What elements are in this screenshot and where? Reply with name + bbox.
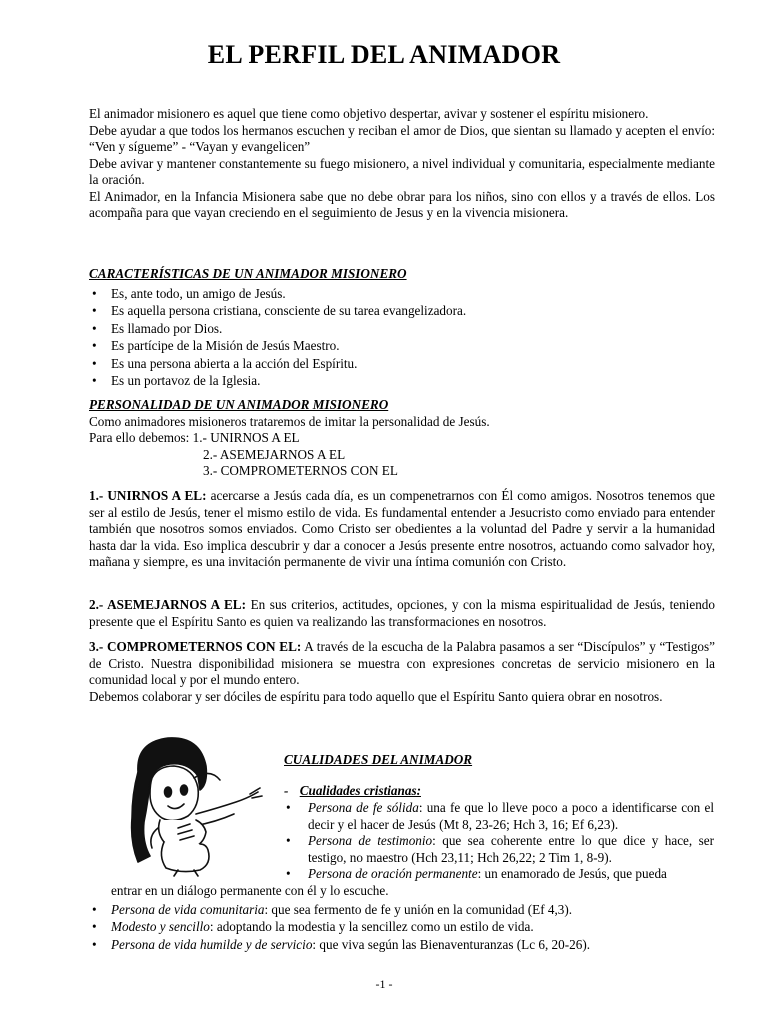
cualidades-section <box>284 752 714 883</box>
unirnos-heading: 1.- UNIRNOS A EL: <box>89 488 207 503</box>
list-item <box>89 918 715 936</box>
bullet-icon: • <box>92 901 97 917</box>
list-item <box>89 285 715 303</box>
list-item <box>284 800 714 833</box>
asemejarnos-text: En sus criterios, actitudes, opciones, y con la misma espiritualidad de Jesús, teniendo presente que el Espíritu Santo es quien va realizando las transformaciones en nosotros. <box>89 597 715 629</box>
bullet-icon: • <box>92 285 97 301</box>
list-item <box>284 866 714 883</box>
comprometernos-section <box>89 639 715 705</box>
bullet-icon: • <box>92 919 97 934</box>
bullet-icon: • <box>92 355 97 371</box>
cualidades-subheading <box>284 783 714 800</box>
caracteristicas-list <box>89 285 715 390</box>
bullet-icon: • <box>92 303 97 318</box>
personalidad-line: 3.- COMPROMETERNOS CON EL <box>203 463 398 478</box>
asemejarnos-section <box>89 597 715 630</box>
list-item-text: Es un portavoz de la Iglesia. <box>111 373 261 388</box>
bullet-icon: • <box>286 866 291 881</box>
quality-name: Persona de oración permanente <box>308 866 478 881</box>
quality-desc: : que viva según las Bienaventuranzas (Lc 6, 20-26). <box>312 936 591 952</box>
bullet-icon: • <box>286 800 291 815</box>
list-item <box>89 901 715 919</box>
intro-paragraph-2: Debe ayudar a que todos los hermanos escuchen y reciban el amor de Dios, que sientan su llamado y acepten el envío: “Ven y sígueme” - “Vayan y evangelicen” <box>89 122 715 154</box>
list-item <box>284 833 714 866</box>
quality-desc: : un enamorado de Jesús, que pueda <box>477 866 667 881</box>
quality-desc: : que sea fermento de fe y unión en la comunidad (Ef 4,3). <box>264 901 573 917</box>
intro-paragraph-3: Debe avivar y mantener constantemente su fuego misionero, a nivel individual y comunitaria, especialmente mediante la oración. <box>89 155 715 187</box>
quality-desc: : adoptando la modestia y la sencillez como un estilo de vida. <box>209 919 534 934</box>
quality-name: Persona de vida humilde y de servicio <box>111 936 313 952</box>
list-item <box>89 372 715 390</box>
list-item <box>89 936 715 954</box>
bullet-icon: • <box>92 936 97 952</box>
unirnos-section <box>89 488 715 571</box>
cualidades-list <box>284 800 714 883</box>
personalidad-section <box>89 397 715 480</box>
comprometernos-heading: 3.- COMPROMETERNOS CON EL: <box>89 639 302 654</box>
personalidad-line: 2.- ASEMEJARNOS A EL <box>203 446 346 462</box>
cualidades-continued <box>89 883 715 953</box>
list-item-text: Es aquella persona cristiana, consciente de su tarea evangelizadora. <box>111 303 467 318</box>
quality-desc: : una fe que lo lleve poco a poco a identificarse con el decir y el hacer de Jesús (Mt 8, 23-26; Hch 3, 16; Ef 6,23). <box>308 800 714 832</box>
intro-paragraph-1: El animador misionero es aquel que tiene como objetivo despertar, avivar y sostener el espíritu misionero. <box>89 106 649 121</box>
bullet-icon: • <box>92 338 97 353</box>
cualidades-heading: CUALIDADES DEL ANIMADOR <box>284 752 473 767</box>
list-item-text: Es una persona abierta a la acción del Espíritu. <box>111 355 358 371</box>
list-item <box>89 320 715 338</box>
caracteristicas-section <box>89 266 715 390</box>
quality-continuation: entrar en un diálogo permanente con él y lo escuche. <box>111 883 389 898</box>
page-number: -1 - <box>375 977 393 991</box>
dash-marker: - <box>284 782 289 798</box>
list-item <box>89 302 715 320</box>
list-item <box>89 337 715 355</box>
quality-desc: : que sea coherente entre lo que dice y hace, ser testigo, no maestro (Hch 23,11; Hch 26,22; 2 Tim 1, 8-9). <box>308 833 714 865</box>
list-item-text: Es partícipe de la Misión de Jesús Maestro. <box>111 338 340 353</box>
personalidad-heading: PERSONALIDAD DE UN ANIMADOR MISIONERO <box>89 397 389 412</box>
list-item <box>89 355 715 373</box>
unirnos-text: acercarse a Jesús cada día, es un compenetrarnos con Él como amigos. Nosotros tenemos que ser al estilo de Jesús, tener el mismo estilo de vida. Es fundamental entender a Jesucristo como enviado para entender también que nosotros somos enviados. Como Cristo ser obedientes a la voluntad del Padre y servir a la humanidad hasta dar la vida. Eso implica descubrir y dar a conocer a Jesús presente entre nosotros, actuando como salvador hoy, mañana y siempre, es una invitación permanente de vivir una íntima comunión con Cristo. <box>89 488 715 569</box>
quality-name: Modesto y sencillo <box>111 919 210 934</box>
bullet-icon: • <box>286 833 291 848</box>
asemejarnos-heading: 2.- ASEMEJARNOS A EL: <box>89 597 246 612</box>
bullet-icon: • <box>92 320 97 336</box>
comprometernos-text: A través de la escucha de la Palabra pasamos a ser “Discípulos” y “Testigos” de Cristo. Nuestra disponibilidad misionera se muestra con expresiones concretas de servicio misionero en la comunidad local y por el mundo entero. <box>89 639 715 687</box>
bullet-icon: • <box>92 373 97 388</box>
page-title: EL PERFIL DEL ANIMADOR <box>207 40 561 69</box>
list-item-text: Es llamado por Dios. <box>111 320 223 336</box>
girl-illustration <box>108 732 266 877</box>
intro-paragraph-4: El Animador, en la Infancia Misionera sabe que no debe obrar para los niños, sino con ellos y a través de ellos. Los acompaña para que vayan creciendo en el seguimiento de Jesus y en la vivencia misionera. <box>89 188 715 220</box>
quality-name: Persona de testimonio <box>308 833 433 848</box>
caracteristicas-heading: CARACTERÍSTICAS DE UN ANIMADOR MISIONERO <box>89 266 407 281</box>
personalidad-line: Para ello debemos: 1.- UNIRNOS A EL <box>89 430 300 445</box>
cualidades-list-2 <box>89 901 715 954</box>
list-item-text: Es, ante todo, un amigo de Jesús. <box>111 285 286 301</box>
cualidades-subtitle: Cualidades cristianas: <box>299 782 421 798</box>
quality-name: Persona de vida comunitaria <box>111 901 265 917</box>
intro-section <box>89 106 715 222</box>
personalidad-line: Como animadores misioneros trataremos de imitar la personalidad de Jesús. <box>89 413 490 429</box>
quality-name: Persona de fe sólida <box>308 800 419 815</box>
comprometernos-text-2: Debemos colaborar y ser dóciles de espíritu para todo aquello que el Espíritu Santo quiera obrar en nosotros. <box>89 688 663 704</box>
